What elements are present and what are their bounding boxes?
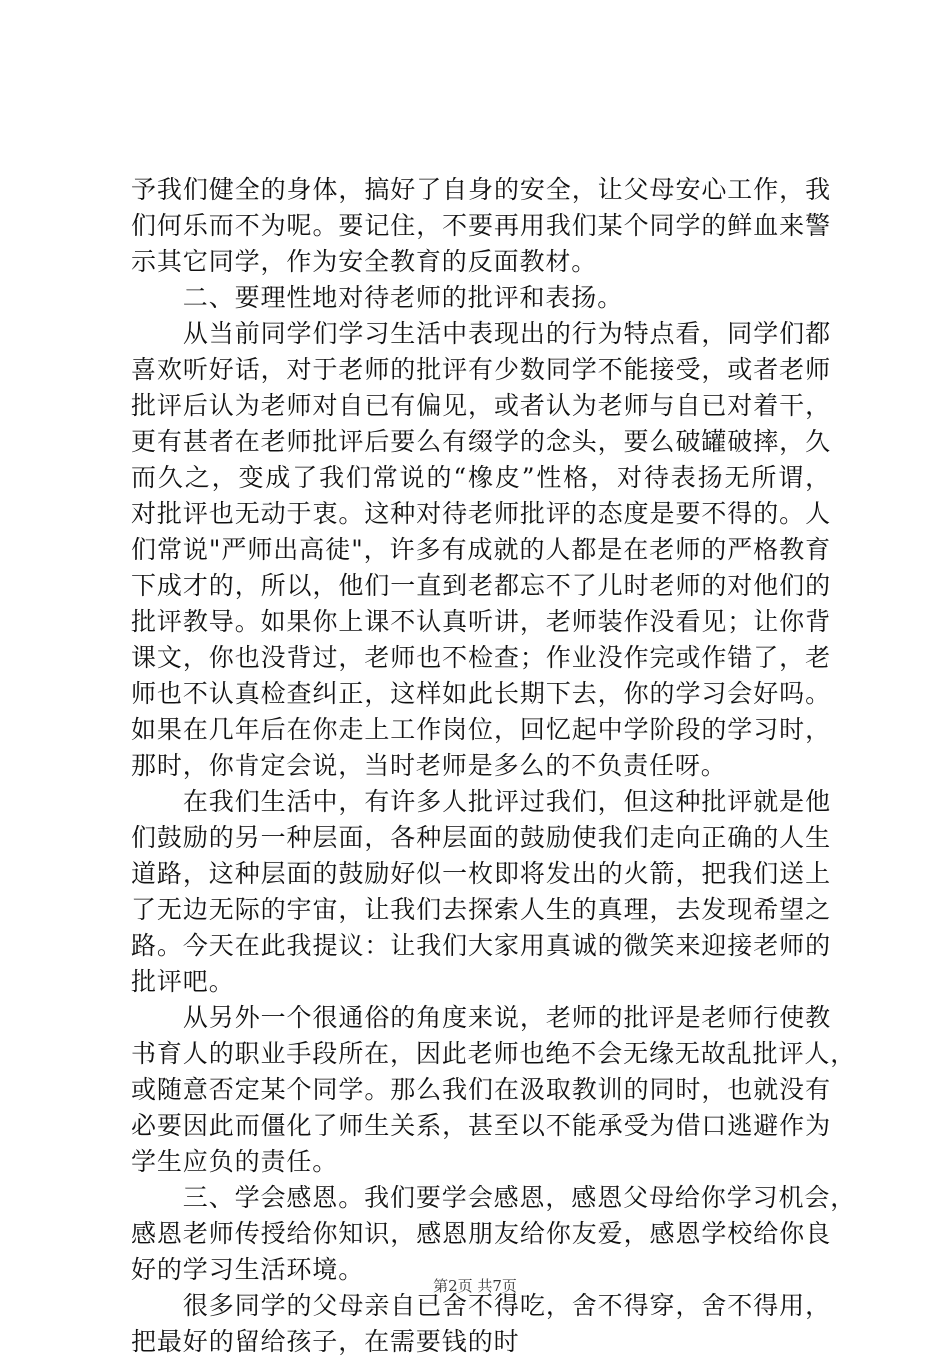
text-line: 对批评也无动于衷。这种对待老师批评的态度是要不得的。人 [131, 499, 831, 528]
text-line: 批评吧。 [131, 967, 235, 996]
text-line: 道路，这种层面的鼓励好似一枚即将发出的火箭，把我们送上 [131, 859, 831, 888]
text-line: 那时，你肯定会说，当时老师是多么的不负责任呀。 [131, 751, 727, 780]
text-line: 在我们生活中，有许多人批评过我们，但这种批评就是他 [131, 787, 831, 816]
text-line: 课文，你也没背过，老师也不检查；作业没作完或作错了，老 [131, 643, 831, 672]
text-line: 们鼓励的另一种层面，各种层面的鼓励使我们走向正确的人生 [131, 823, 831, 852]
text-line: 学生应负的责任。 [131, 1147, 339, 1176]
section-heading: 三、学会感恩。我们要学会感恩，感恩父母给你学习机会， [131, 1183, 857, 1212]
body-text [131, 172, 857, 1360]
text-line: 予我们健全的身体，搞好了自身的安全，让父母安心工作，我 [131, 175, 831, 204]
text-line: 师也不认真检查纠正，这样如此长期下去，你的学习会好吗。 [131, 679, 831, 708]
text-line: 感恩老师传授给你知识，感恩朋友给你友爱，感恩学校给你良 [131, 1219, 831, 1248]
text-line: 好的学习生活环境。 [131, 1255, 365, 1284]
page-footer: 第2页 共7页 [433, 1277, 517, 1295]
text-line: 批评教导。如果你上课不认真听讲，老师装作没看见；让你背 [131, 607, 831, 636]
text-line: 必要因此而僵化了师生关系，甚至以不能承受为借口逃避作为 [131, 1111, 831, 1140]
text-line: 们常说"严师出高徒"，许多有成就的人都是在老师的严格教育 [131, 535, 831, 564]
text-line: 或随意否定某个同学。那么我们在汲取教训的同时，也就没有 [131, 1075, 831, 1104]
text-line: 从另外一个很通俗的角度来说，老师的批评是老师行使教 [131, 1003, 831, 1032]
text-line: 批评后认为老师对自已有偏见，或者认为老师与自已对着干， [131, 391, 831, 420]
text-line: 把最好的留给孩子，在需要钱的时 [131, 1327, 520, 1356]
text-line: 书育人的职业手段所在，因此老师也绝不会无缘无故乱批评人， [131, 1039, 857, 1068]
text-line: 路。今天在此我提议：让我们大家用真诚的微笑来迎接老师的 [131, 931, 831, 960]
text-line: 们何乐而不为呢。要记住，不要再用我们某个同学的鲜血来警 [131, 211, 831, 240]
text-line: 喜欢听好话，对于老师的批评有少数同学不能接受，或者老师 [131, 355, 831, 384]
text-line: 示其它同学，作为安全教育的反面教材。 [131, 247, 598, 276]
section-heading: 二、要理性地对待老师的批评和表扬。 [131, 283, 624, 312]
text-line: 很多同学的父母亲自已舍不得吃，舍不得穿，舍不得用， [131, 1291, 831, 1320]
text-line: 如果在几年后在你走上工作岗位，回忆起中学阶段的学习时， [131, 715, 831, 744]
text-line: 从当前同学们学习生活中表现出的行为特点看，同学们都 [131, 319, 831, 348]
text-line: 下成才的，所以，他们一直到老都忘不了儿时老师的对他们的 [131, 571, 831, 600]
text-line: 了无边无际的宇宙，让我们去探索人生的真理，去发现希望之 [131, 895, 831, 924]
text-line: 而久之，变成了我们常说的“橡皮”性格，对待表扬无所谓， [131, 463, 831, 492]
text-line: 更有甚者在老师批评后要么有缀学的念头，要么破罐破摔，久 [131, 427, 831, 456]
